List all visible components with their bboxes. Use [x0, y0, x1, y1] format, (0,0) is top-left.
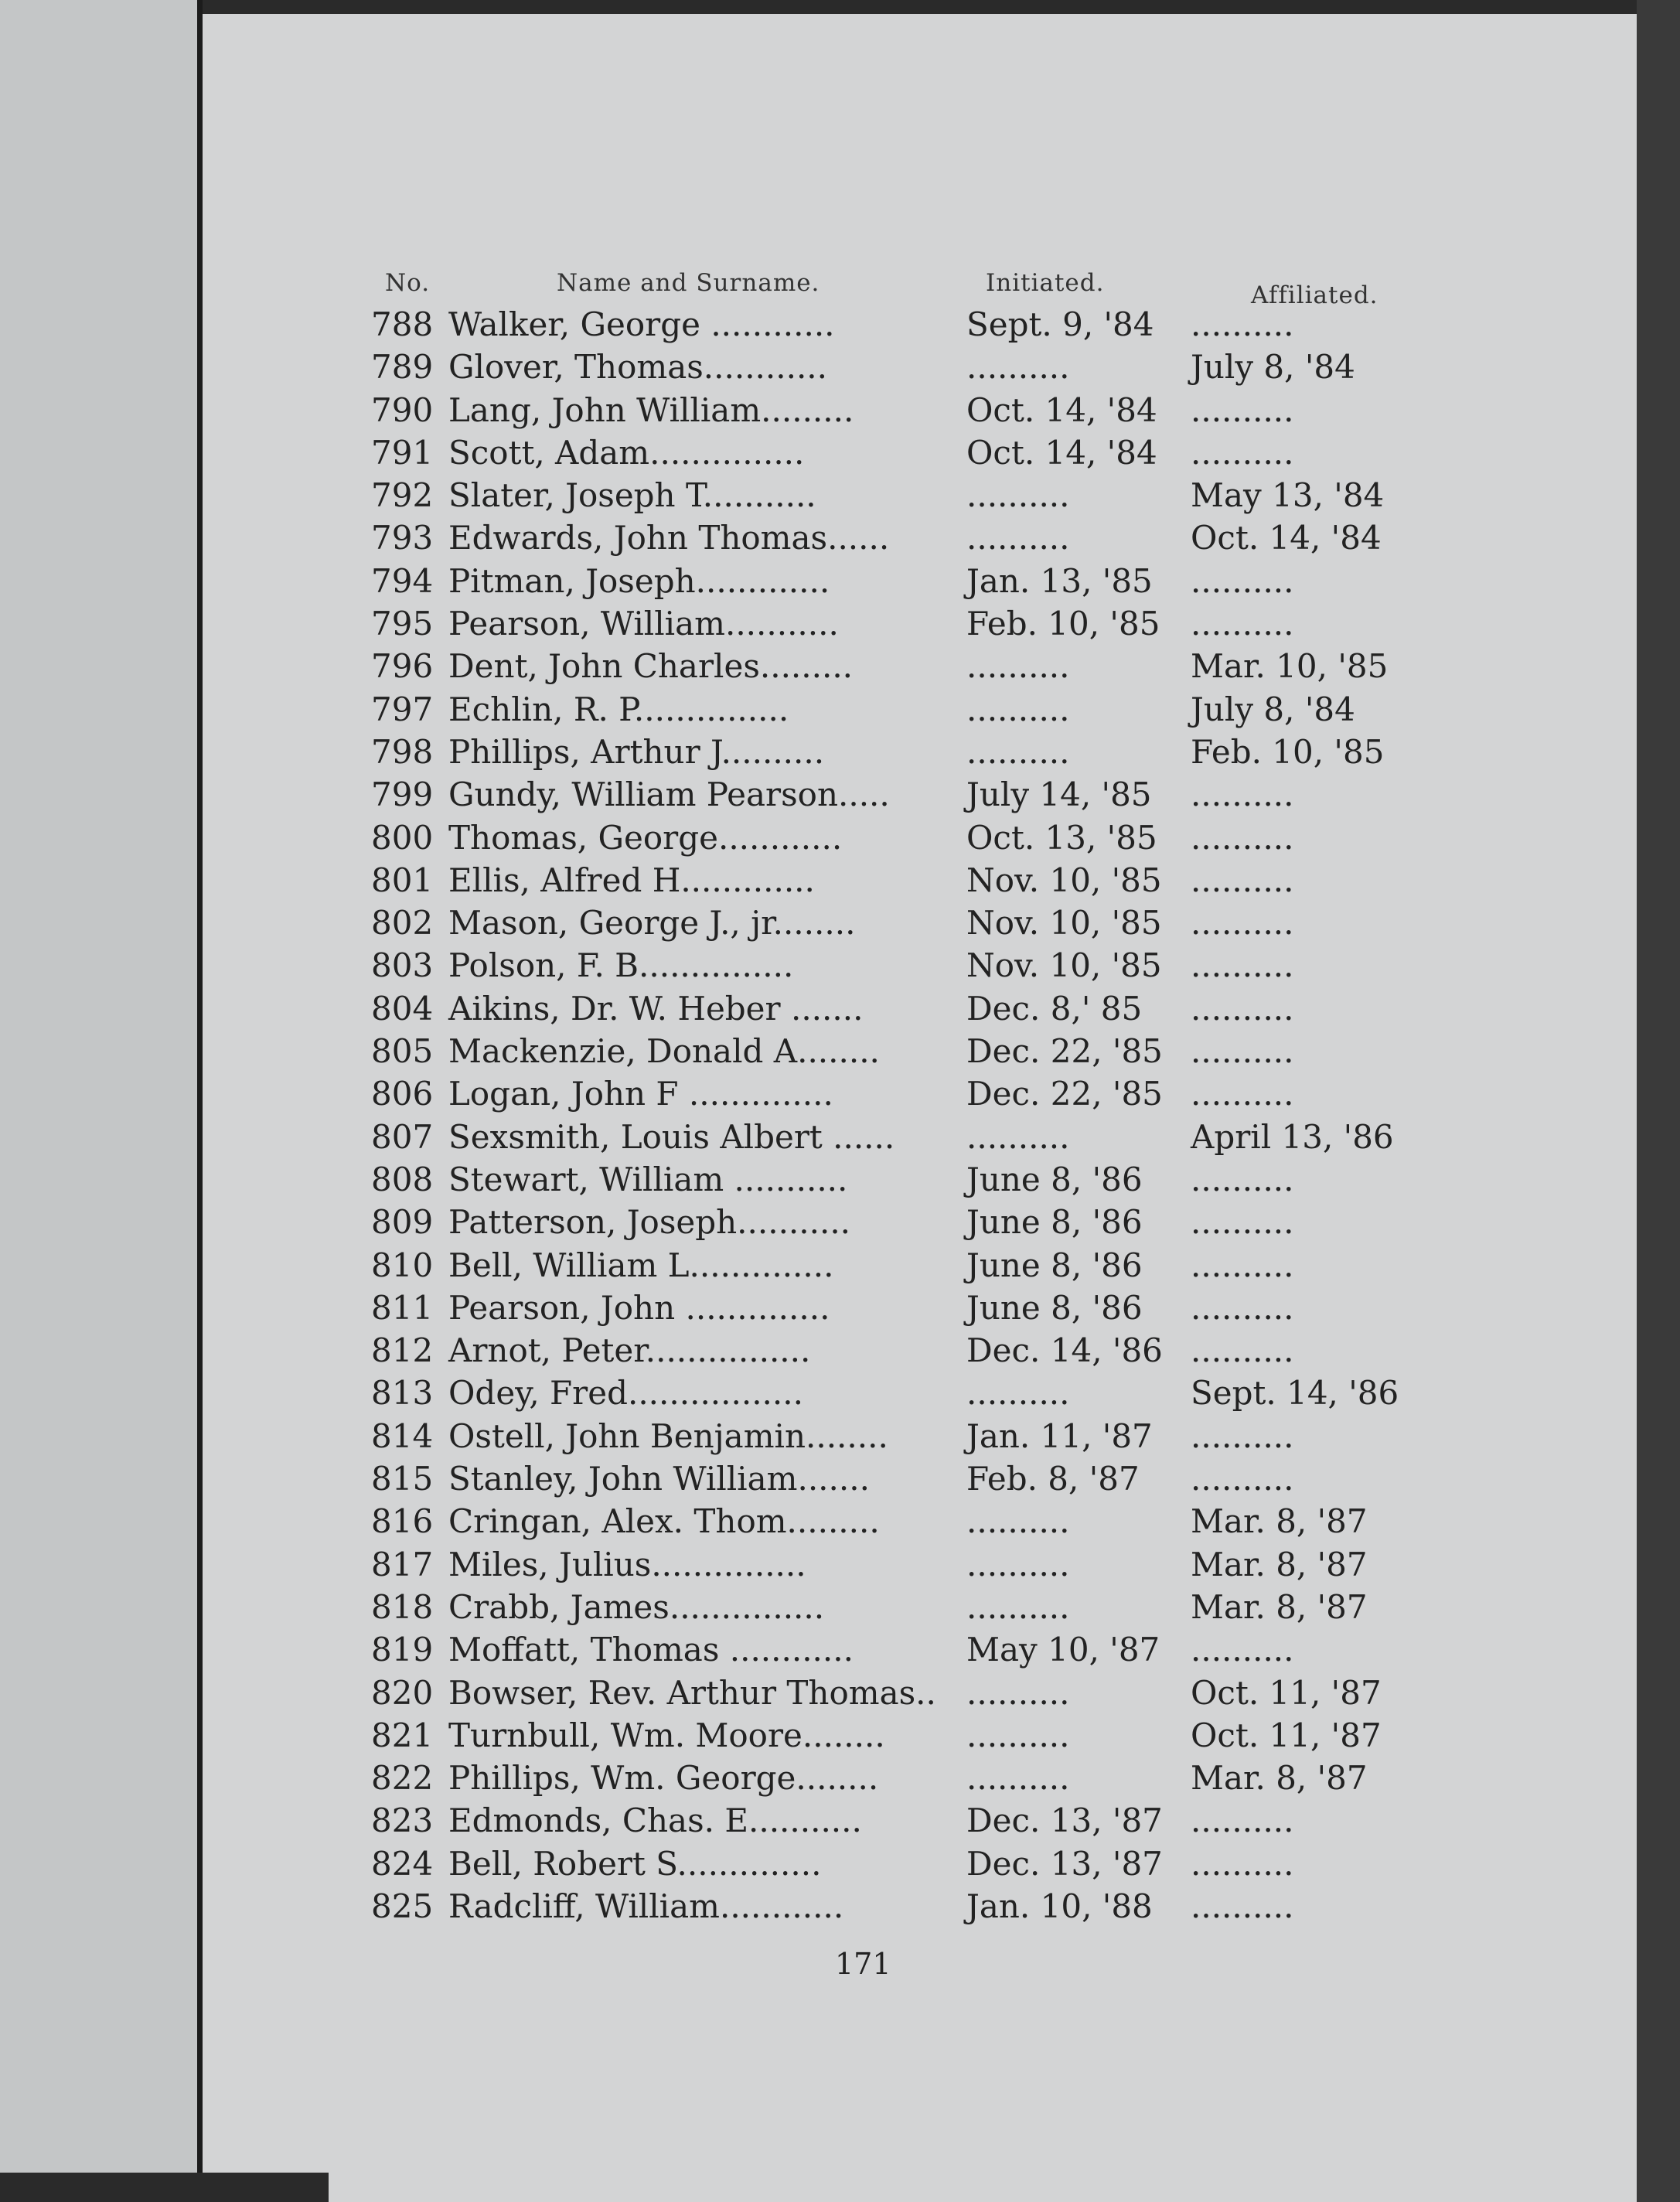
member-name: Arnot, Peter................ [448, 1331, 811, 1370]
member-number: 818 [371, 1587, 434, 1626]
table-row [371, 1415, 1407, 1457]
member-number: 811 [371, 1288, 434, 1327]
initiated-date: Nov. 10, '85 [966, 946, 1162, 985]
table-row [371, 1628, 1407, 1671]
table-row [371, 987, 1407, 1030]
table-row [371, 303, 1407, 346]
initiated-date: .......... [966, 348, 1070, 387]
initiated-date: .......... [966, 647, 1070, 686]
initiated-date: Oct. 14, '84 [966, 433, 1157, 472]
member-name: Stewart, William ........... [448, 1160, 848, 1198]
table-row [371, 1714, 1407, 1757]
member-name: Logan, John F .............. [448, 1075, 833, 1113]
initiated-date: Jan. 11, '87 [966, 1416, 1153, 1455]
affiliated-date: Oct. 11, '87 [1191, 1673, 1382, 1712]
member-number: 797 [371, 690, 434, 728]
member-number: 820 [371, 1673, 434, 1712]
affiliated-date: .......... [1191, 561, 1294, 600]
member-number: 819 [371, 1631, 434, 1669]
affiliated-date: .......... [1191, 605, 1294, 643]
initiated-date: Dec. 13, '87 [966, 1844, 1163, 1883]
initiated-date: Nov. 10, '85 [966, 861, 1162, 899]
affiliated-date: .......... [1191, 1032, 1294, 1071]
member-number: 805 [371, 1032, 434, 1071]
initiated-date: Dec. 22, '85 [966, 1075, 1163, 1113]
affiliated-date: .......... [1191, 1631, 1294, 1669]
initiated-date: Nov. 10, '85 [966, 904, 1162, 942]
member-number: 825 [371, 1887, 434, 1925]
table-row [371, 1757, 1407, 1799]
table-row [371, 474, 1407, 516]
member-name: Walker, George ............ [448, 305, 835, 343]
affiliated-date: .......... [1191, 1203, 1294, 1242]
initiated-date: .......... [966, 476, 1070, 515]
affiliated-date: Feb. 10, '85 [1191, 732, 1385, 771]
table-row [371, 389, 1407, 431]
member-number: 790 [371, 390, 434, 429]
affiliated-date: .......... [1191, 1801, 1294, 1840]
initiated-date: June 8, '86 [966, 1246, 1143, 1284]
affiliated-date: Mar. 8, '87 [1191, 1587, 1368, 1626]
affiliated-date: .......... [1191, 1844, 1294, 1883]
member-number: 817 [371, 1545, 434, 1583]
member-name: Stanley, John William....... [448, 1460, 870, 1498]
member-number: 801 [371, 861, 434, 899]
member-name: Thomas, George............ [448, 818, 843, 857]
member-number: 822 [371, 1759, 434, 1798]
member-name: Patterson, Joseph........... [448, 1203, 851, 1242]
initiated-date: May 10, '87 [966, 1631, 1160, 1669]
member-number: 821 [371, 1716, 434, 1754]
page-number: 171 [835, 1947, 891, 1981]
affiliated-date: Sept. 14, '86 [1191, 1374, 1399, 1413]
initiated-date: .......... [966, 519, 1070, 557]
affiliated-date: .......... [1191, 433, 1294, 472]
table-row [371, 1885, 1407, 1928]
member-name: Moffatt, Thomas ............ [448, 1631, 854, 1669]
initiated-date: .......... [966, 1374, 1070, 1413]
table-row [371, 773, 1407, 816]
table-row [371, 1457, 1407, 1500]
member-number: 814 [371, 1416, 434, 1455]
member-number: 806 [371, 1075, 434, 1113]
initiated-date: .......... [966, 1117, 1070, 1156]
table-row [371, 1244, 1407, 1287]
member-name: Polson, F. B............... [448, 946, 794, 985]
initiated-date: Sept. 9, '84 [966, 305, 1154, 343]
header-name: Name and Surname. [557, 269, 820, 297]
affiliated-date: .......... [1191, 1460, 1294, 1498]
member-name: Bowser, Rev. Arthur Thomas.. [448, 1673, 936, 1712]
table-row [371, 1500, 1407, 1542]
table-row [371, 1586, 1407, 1628]
initiated-date: July 14, '85 [966, 775, 1152, 814]
affiliated-date: .......... [1191, 1416, 1294, 1455]
initiated-date: Oct. 14, '84 [966, 390, 1157, 429]
initiated-date: Feb. 8, '87 [966, 1460, 1140, 1498]
member-number: 815 [371, 1460, 434, 1498]
affiliated-date: .......... [1191, 904, 1294, 942]
header-affiliated: Affiliated. [1251, 281, 1378, 309]
member-number: 791 [371, 433, 434, 472]
affiliated-date: Oct. 11, '87 [1191, 1716, 1382, 1754]
member-name: Odey, Fred................. [448, 1374, 803, 1413]
table-row [371, 560, 1407, 602]
table-row [371, 431, 1407, 474]
member-number: 792 [371, 476, 434, 515]
table-row [371, 346, 1407, 388]
affiliated-date: Oct. 14, '84 [1191, 519, 1382, 557]
initiated-date: .......... [966, 1716, 1070, 1754]
affiliated-date: July 8, '84 [1191, 348, 1355, 387]
table-row [371, 645, 1407, 687]
table-row [371, 1116, 1407, 1158]
member-number: 804 [371, 989, 434, 1028]
initiated-date: June 8, '86 [966, 1288, 1143, 1327]
table-row [371, 516, 1407, 559]
member-number: 802 [371, 904, 434, 942]
member-number: 793 [371, 519, 434, 557]
initiated-date: Dec. 8,' 85 [966, 989, 1143, 1028]
affiliated-date: Mar. 8, '87 [1191, 1759, 1368, 1798]
member-number: 795 [371, 605, 434, 643]
affiliated-date: .......... [1191, 818, 1294, 857]
member-number: 796 [371, 647, 434, 686]
initiated-date: June 8, '86 [966, 1203, 1143, 1242]
table-row [371, 1030, 1407, 1072]
table-row [371, 1842, 1407, 1885]
affiliated-date: .......... [1191, 1075, 1294, 1113]
member-number: 824 [371, 1844, 434, 1883]
member-name: Crabb, James............... [448, 1587, 825, 1626]
member-name: Cringan, Alex. Thom......... [448, 1502, 880, 1541]
table-row [371, 1158, 1407, 1201]
affiliated-date: .......... [1191, 1887, 1294, 1925]
table-row [371, 1287, 1407, 1329]
table-row [371, 1372, 1407, 1414]
table-row [371, 816, 1407, 859]
member-name: Edwards, John Thomas...... [448, 519, 890, 557]
header-no: No. [385, 269, 431, 297]
right-edge [1637, 0, 1680, 2202]
initiated-date: Oct. 13, '85 [966, 818, 1157, 857]
initiated-date: Dec. 22, '85 [966, 1032, 1163, 1071]
member-number: 810 [371, 1246, 434, 1284]
affiliated-date: .......... [1191, 946, 1294, 985]
member-name: Pearson, John .............. [448, 1288, 830, 1327]
header-initiated: Initiated. [986, 269, 1105, 297]
member-number: 816 [371, 1502, 434, 1541]
member-name: Aikins, Dr. W. Heber ....... [448, 989, 864, 1028]
member-name: Mason, George J., jr........ [448, 904, 856, 942]
member-number: 788 [371, 305, 434, 343]
member-name: Lang, John William......... [448, 390, 854, 429]
table-header [379, 269, 1407, 308]
initiated-date: Dec. 14, '86 [966, 1331, 1163, 1370]
member-name: Edmonds, Chas. E........... [448, 1801, 862, 1840]
member-number: 808 [371, 1160, 434, 1198]
member-number: 800 [371, 818, 434, 857]
member-name: Phillips, Arthur J.......... [448, 732, 825, 771]
member-name: Pearson, William........... [448, 605, 839, 643]
member-number: 803 [371, 946, 434, 985]
member-name: Gundy, William Pearson..... [448, 775, 890, 814]
initiated-date: .......... [966, 732, 1070, 771]
table-row [371, 859, 1407, 902]
table-row [371, 602, 1407, 645]
affiliated-date: .......... [1191, 1331, 1294, 1370]
initiated-date: Dec. 13, '87 [966, 1801, 1163, 1840]
table-row [371, 1672, 1407, 1714]
member-name: Glover, Thomas............ [448, 348, 827, 387]
initiated-date: Jan. 13, '85 [966, 561, 1153, 600]
top-edge [203, 0, 1680, 14]
initiated-date: .......... [966, 1673, 1070, 1712]
member-number: 809 [371, 1203, 434, 1242]
initiated-date: .......... [966, 1759, 1070, 1798]
member-name: Dent, John Charles......... [448, 647, 854, 686]
member-number: 799 [371, 775, 434, 814]
member-name: Scott, Adam............... [448, 433, 805, 472]
affiliated-date: .......... [1191, 775, 1294, 814]
affiliated-date: April 13, '86 [1191, 1117, 1394, 1156]
page-binding [197, 0, 203, 2202]
member-name: Bell, Robert S.............. [448, 1844, 822, 1883]
member-name: Sexsmith, Louis Albert ...... [448, 1117, 895, 1156]
affiliated-date: .......... [1191, 305, 1294, 343]
affiliated-date: .......... [1191, 989, 1294, 1028]
table-row [371, 1543, 1407, 1586]
affiliated-date: May 13, '84 [1191, 476, 1385, 515]
member-number: 798 [371, 732, 434, 771]
member-list [371, 303, 1407, 1928]
member-name: Slater, Joseph T........... [448, 476, 816, 515]
member-number: 807 [371, 1117, 434, 1156]
table-row [371, 1329, 1407, 1372]
table-row [371, 1072, 1407, 1115]
member-name: Echlin, R. P............... [448, 690, 789, 728]
table-row [371, 1799, 1407, 1842]
initiated-date: .......... [966, 1545, 1070, 1583]
initiated-date: .......... [966, 690, 1070, 728]
initiated-date: Jan. 10, '88 [966, 1887, 1153, 1925]
table-row [371, 944, 1407, 987]
affiliated-date: Mar. 8, '87 [1191, 1545, 1368, 1583]
table-row [371, 731, 1407, 773]
affiliated-date: .......... [1191, 861, 1294, 899]
table-row [371, 688, 1407, 731]
member-number: 812 [371, 1331, 434, 1370]
member-name: Ostell, John Benjamin........ [448, 1416, 888, 1455]
left-margin [0, 0, 197, 2202]
affiliated-date: July 8, '84 [1191, 690, 1355, 728]
member-name: Mackenzie, Donald A........ [448, 1032, 880, 1071]
initiated-date: .......... [966, 1502, 1070, 1541]
member-number: 794 [371, 561, 434, 600]
initiated-date: June 8, '86 [966, 1160, 1143, 1198]
member-name: Ellis, Alfred H............. [448, 861, 815, 899]
member-number: 823 [371, 1801, 434, 1840]
member-name: Pitman, Joseph............. [448, 561, 830, 600]
affiliated-date: .......... [1191, 390, 1294, 429]
member-number: 813 [371, 1374, 434, 1413]
member-name: Bell, William L.............. [448, 1246, 834, 1284]
member-name: Miles, Julius............... [448, 1545, 806, 1583]
member-name: Turnbull, Wm. Moore........ [448, 1716, 885, 1754]
member-number: 789 [371, 348, 434, 387]
affiliated-date: .......... [1191, 1246, 1294, 1284]
bottom-edge [0, 2173, 329, 2202]
table-row [371, 1201, 1407, 1243]
member-name: Phillips, Wm. George........ [448, 1759, 879, 1798]
affiliated-date: Mar. 10, '85 [1191, 647, 1389, 686]
table-row [371, 902, 1407, 944]
initiated-date: .......... [966, 1587, 1070, 1626]
initiated-date: Feb. 10, '85 [966, 605, 1160, 643]
member-name: Radcliff, William............ [448, 1887, 844, 1925]
affiliated-date: Mar. 8, '87 [1191, 1502, 1368, 1541]
affiliated-date: .......... [1191, 1160, 1294, 1198]
affiliated-date: .......... [1191, 1288, 1294, 1327]
